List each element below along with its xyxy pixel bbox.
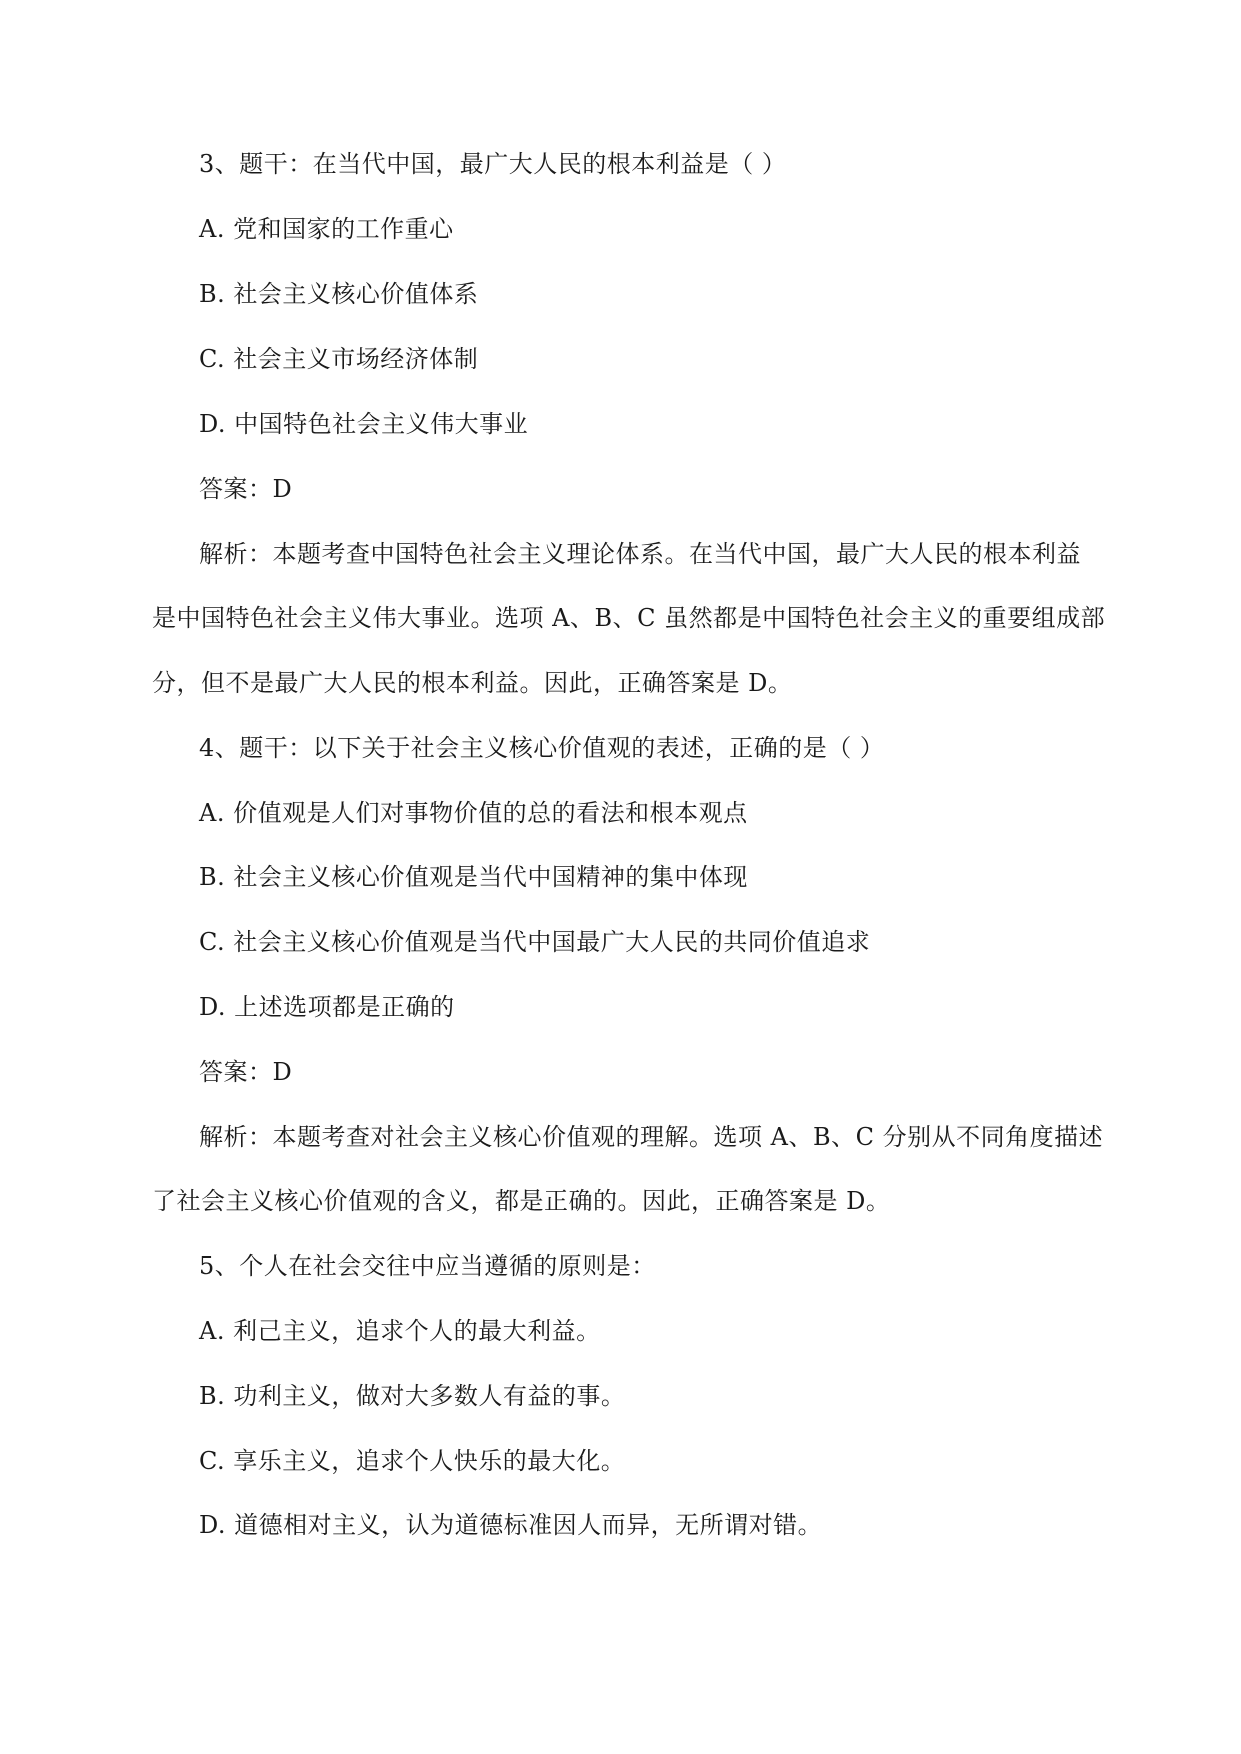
question-4-option-c: C. 社会主义核心价值观是当代中国最广大人民的共同价值追求 — [199, 928, 871, 956]
question-5-option-c: C. 享乐主义，追求个人快乐的最大化。 — [199, 1447, 626, 1475]
question-3-option-c: C. 社会主义市场经济体制 — [199, 345, 479, 373]
question-3-stem: 3、题干：在当代中国，最广大人民的根本利益是（ ） — [199, 150, 787, 178]
question-3-analysis-line-2: 是中国特色社会主义伟大事业。选项 A、B、C 虽然都是中国特色社会主义的重要组成部 — [152, 604, 1106, 632]
question-4-option-b: B. 社会主义核心价值观是当代中国精神的集中体现 — [199, 863, 748, 891]
question-5-stem: 5、个人在社会交往中应当遵循的原则是： — [199, 1252, 656, 1280]
question-5-option-a: A. 利己主义，追求个人的最大利益。 — [199, 1317, 601, 1345]
question-4-answer: 答案：D — [199, 1058, 293, 1086]
question-4-option-a: A. 价值观是人们对事物价值的总的看法和根本观点 — [199, 799, 748, 827]
question-3-analysis-line-1: 解析：本题考查中国特色社会主义理论体系。在当代中国，最广大人民的根本利益 — [199, 540, 1081, 568]
question-3-answer: 答案：D — [199, 475, 293, 503]
question-4-analysis-line-2: 了社会主义核心价值观的含义，都是正确的。因此，正确答案是 D。 — [152, 1187, 891, 1215]
question-5-option-b: B. 功利主义，做对大多数人有益的事。 — [199, 1382, 626, 1410]
question-3-option-a: A. 党和国家的工作重心 — [199, 215, 454, 243]
question-4-option-d: D. 上述选项都是正确的 — [199, 993, 455, 1021]
question-3-option-d: D. 中国特色社会主义伟大事业 — [199, 410, 529, 438]
question-3-analysis-line-3: 分，但不是最广大人民的根本利益。因此，正确答案是 D。 — [152, 669, 793, 697]
question-3-option-b: B. 社会主义核心价值体系 — [199, 280, 479, 308]
question-4-stem: 4、题干：以下关于社会主义核心价值观的表述，正确的是（ ） — [199, 734, 885, 762]
question-4-analysis-line-1: 解析：本题考查对社会主义核心价值观的理解。选项 A、B、C 分别从不同角度描述 — [199, 1123, 1104, 1151]
question-5-option-d: D. 道德相对主义，认为道德标准因人而异，无所谓对错。 — [199, 1511, 823, 1539]
